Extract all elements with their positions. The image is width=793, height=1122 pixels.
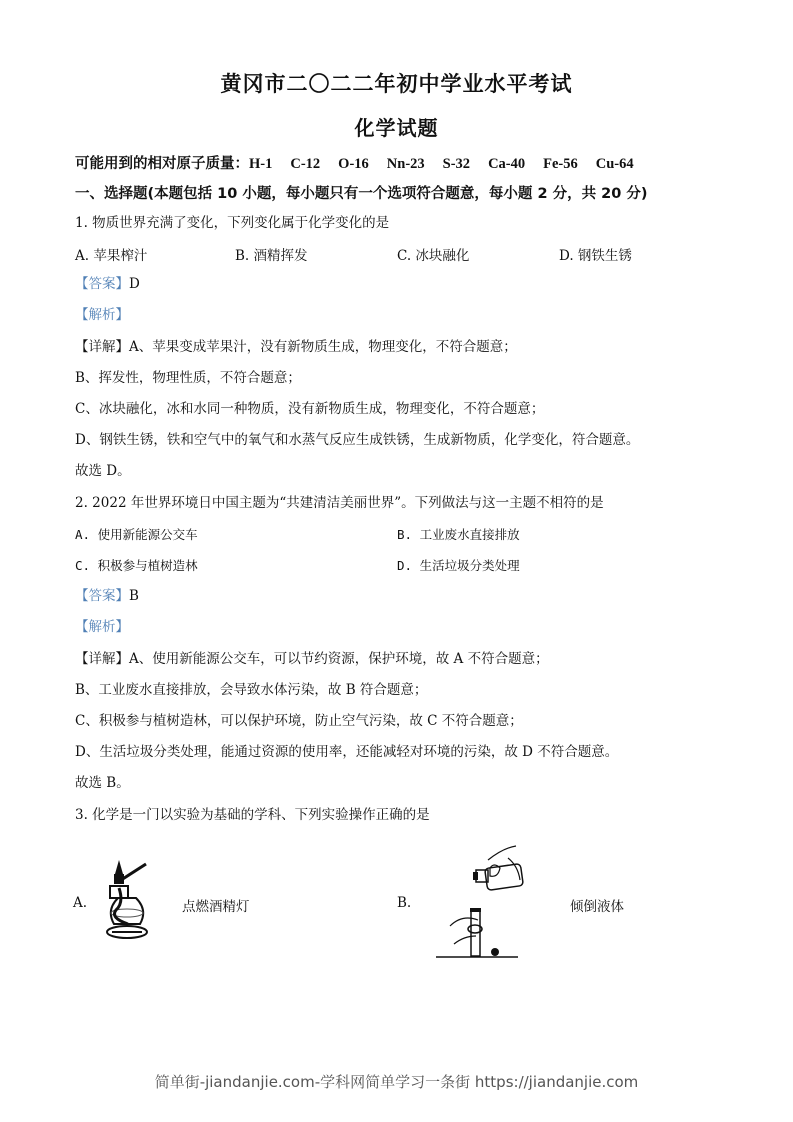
- atomic-masses-label: 可能用到的相对原子质量：: [75, 156, 249, 172]
- q1-option-a: A. 苹果榨汁: [75, 248, 148, 264]
- q1-option-b: B. 酒精挥发: [235, 248, 308, 264]
- q2-option-c: C. 积极参与植树造林: [75, 558, 198, 573]
- mass-item: Cu-64: [595, 156, 634, 172]
- exam-title: 黄冈市二〇二二年初中学业水平考试: [220, 72, 573, 96]
- q2-answer-line: [75, 587, 139, 605]
- q1-conclusion: 故选 D。: [75, 463, 131, 479]
- answer-label: 【答案】: [75, 276, 129, 292]
- q1-option-c: C. 冰块融化: [397, 248, 470, 264]
- q1-option-d: D. 钢铁生锈: [559, 248, 632, 264]
- q2-conclusion: 故选 B。: [75, 775, 130, 791]
- section-heading: 一、选择题(本题包括 10 小题，每小题只有一个选项符合题意，每小题 2 分，共 20 分): [75, 186, 648, 202]
- detail-label: 【详解】: [75, 651, 129, 667]
- q1-detail-line-2: B、挥发性，物理性质，不符合题意；: [75, 370, 301, 386]
- mass-item: O-16: [338, 156, 369, 172]
- q3-option-a-caption: 点燃酒精灯: [182, 899, 250, 915]
- mass-item: S-32: [442, 156, 471, 172]
- question-2-stem: 2. 2022 年世界环境日中国主题为“共建清洁美丽世界”。下列做法与这一主题不相符的是: [75, 495, 604, 511]
- q2-option-b: B. 工业废水直接排放: [397, 527, 520, 542]
- q2-answer-value: B: [129, 588, 139, 604]
- mass-item: Ca-40: [488, 156, 526, 172]
- q1-detail-text-a: A、苹果变成苹果汁，没有新物质生成，物理变化，不符合题意；: [129, 339, 517, 355]
- q2-detail-line-1: [75, 650, 549, 668]
- q2-analysis-label: 【解析】: [75, 619, 129, 635]
- detail-label: 【详解】: [75, 339, 129, 355]
- q1-answer-line: [75, 275, 140, 293]
- q1-detail-line-4: D、钢铁生锈，铁和空气中的氧气和水蒸气反应生成铁锈，生成新物质，化学变化，符合题意。: [75, 432, 640, 448]
- q1-detail-line-3: C、冰块融化，冰和水同一种物质，没有新物质生成，物理变化，不符合题意；: [75, 401, 545, 417]
- q3-option-a-letter: A.: [73, 895, 88, 911]
- q1-answer-value: D: [129, 276, 140, 292]
- q2-detail-line-3: C、积极参与植树造林，可以保护环境，防止空气污染，故 C 不符合题意；: [75, 713, 523, 729]
- answer-label: 【答案】: [75, 588, 129, 604]
- q3-option-b-caption: 倾倒液体: [570, 899, 624, 915]
- exam-subtitle: 化学试题: [354, 116, 439, 140]
- q1-analysis-label: 【解析】: [75, 307, 129, 323]
- q2-detail-line-4: D、生活垃圾分类处理，能通过资源的使用率，还能减轻对环境的污染，故 D 不符合题意。: [75, 744, 619, 760]
- mass-item: H-1: [249, 156, 273, 172]
- alcohol-lamp-lighting-figure: [100, 858, 180, 950]
- q2-option-a: A. 使用新能源公交车: [75, 527, 198, 542]
- footer-watermark: 简单街-jiandanjie.com-学科网简单学习一条街 https://jiandanjie.com: [154, 1073, 639, 1091]
- q2-option-d: D. 生活垃圾分类处理: [397, 558, 520, 573]
- atomic-masses-line: [75, 152, 634, 173]
- q1-detail-line-1: [75, 338, 517, 356]
- q2-detail-line-2: B、工业废水直接排放，会导致水体污染，故 B 符合题意；: [75, 682, 428, 698]
- pouring-liquid-figure: [428, 840, 533, 960]
- question-1-stem: 1. 物质世界充满了变化，下列变化属于化学变化的是: [75, 215, 390, 231]
- mass-item: Nn-23: [386, 156, 425, 172]
- q3-option-b-letter: B.: [397, 895, 412, 911]
- q2-detail-text-a: A、使用新能源公交车，可以节约资源，保护环境，故 A 不符合题意；: [129, 651, 549, 667]
- question-3-stem: 3. 化学是一门以实验为基础的学科、下列实验操作正确的是: [75, 807, 430, 823]
- mass-item: Fe-56: [543, 156, 578, 172]
- mass-item: C-12: [290, 156, 321, 172]
